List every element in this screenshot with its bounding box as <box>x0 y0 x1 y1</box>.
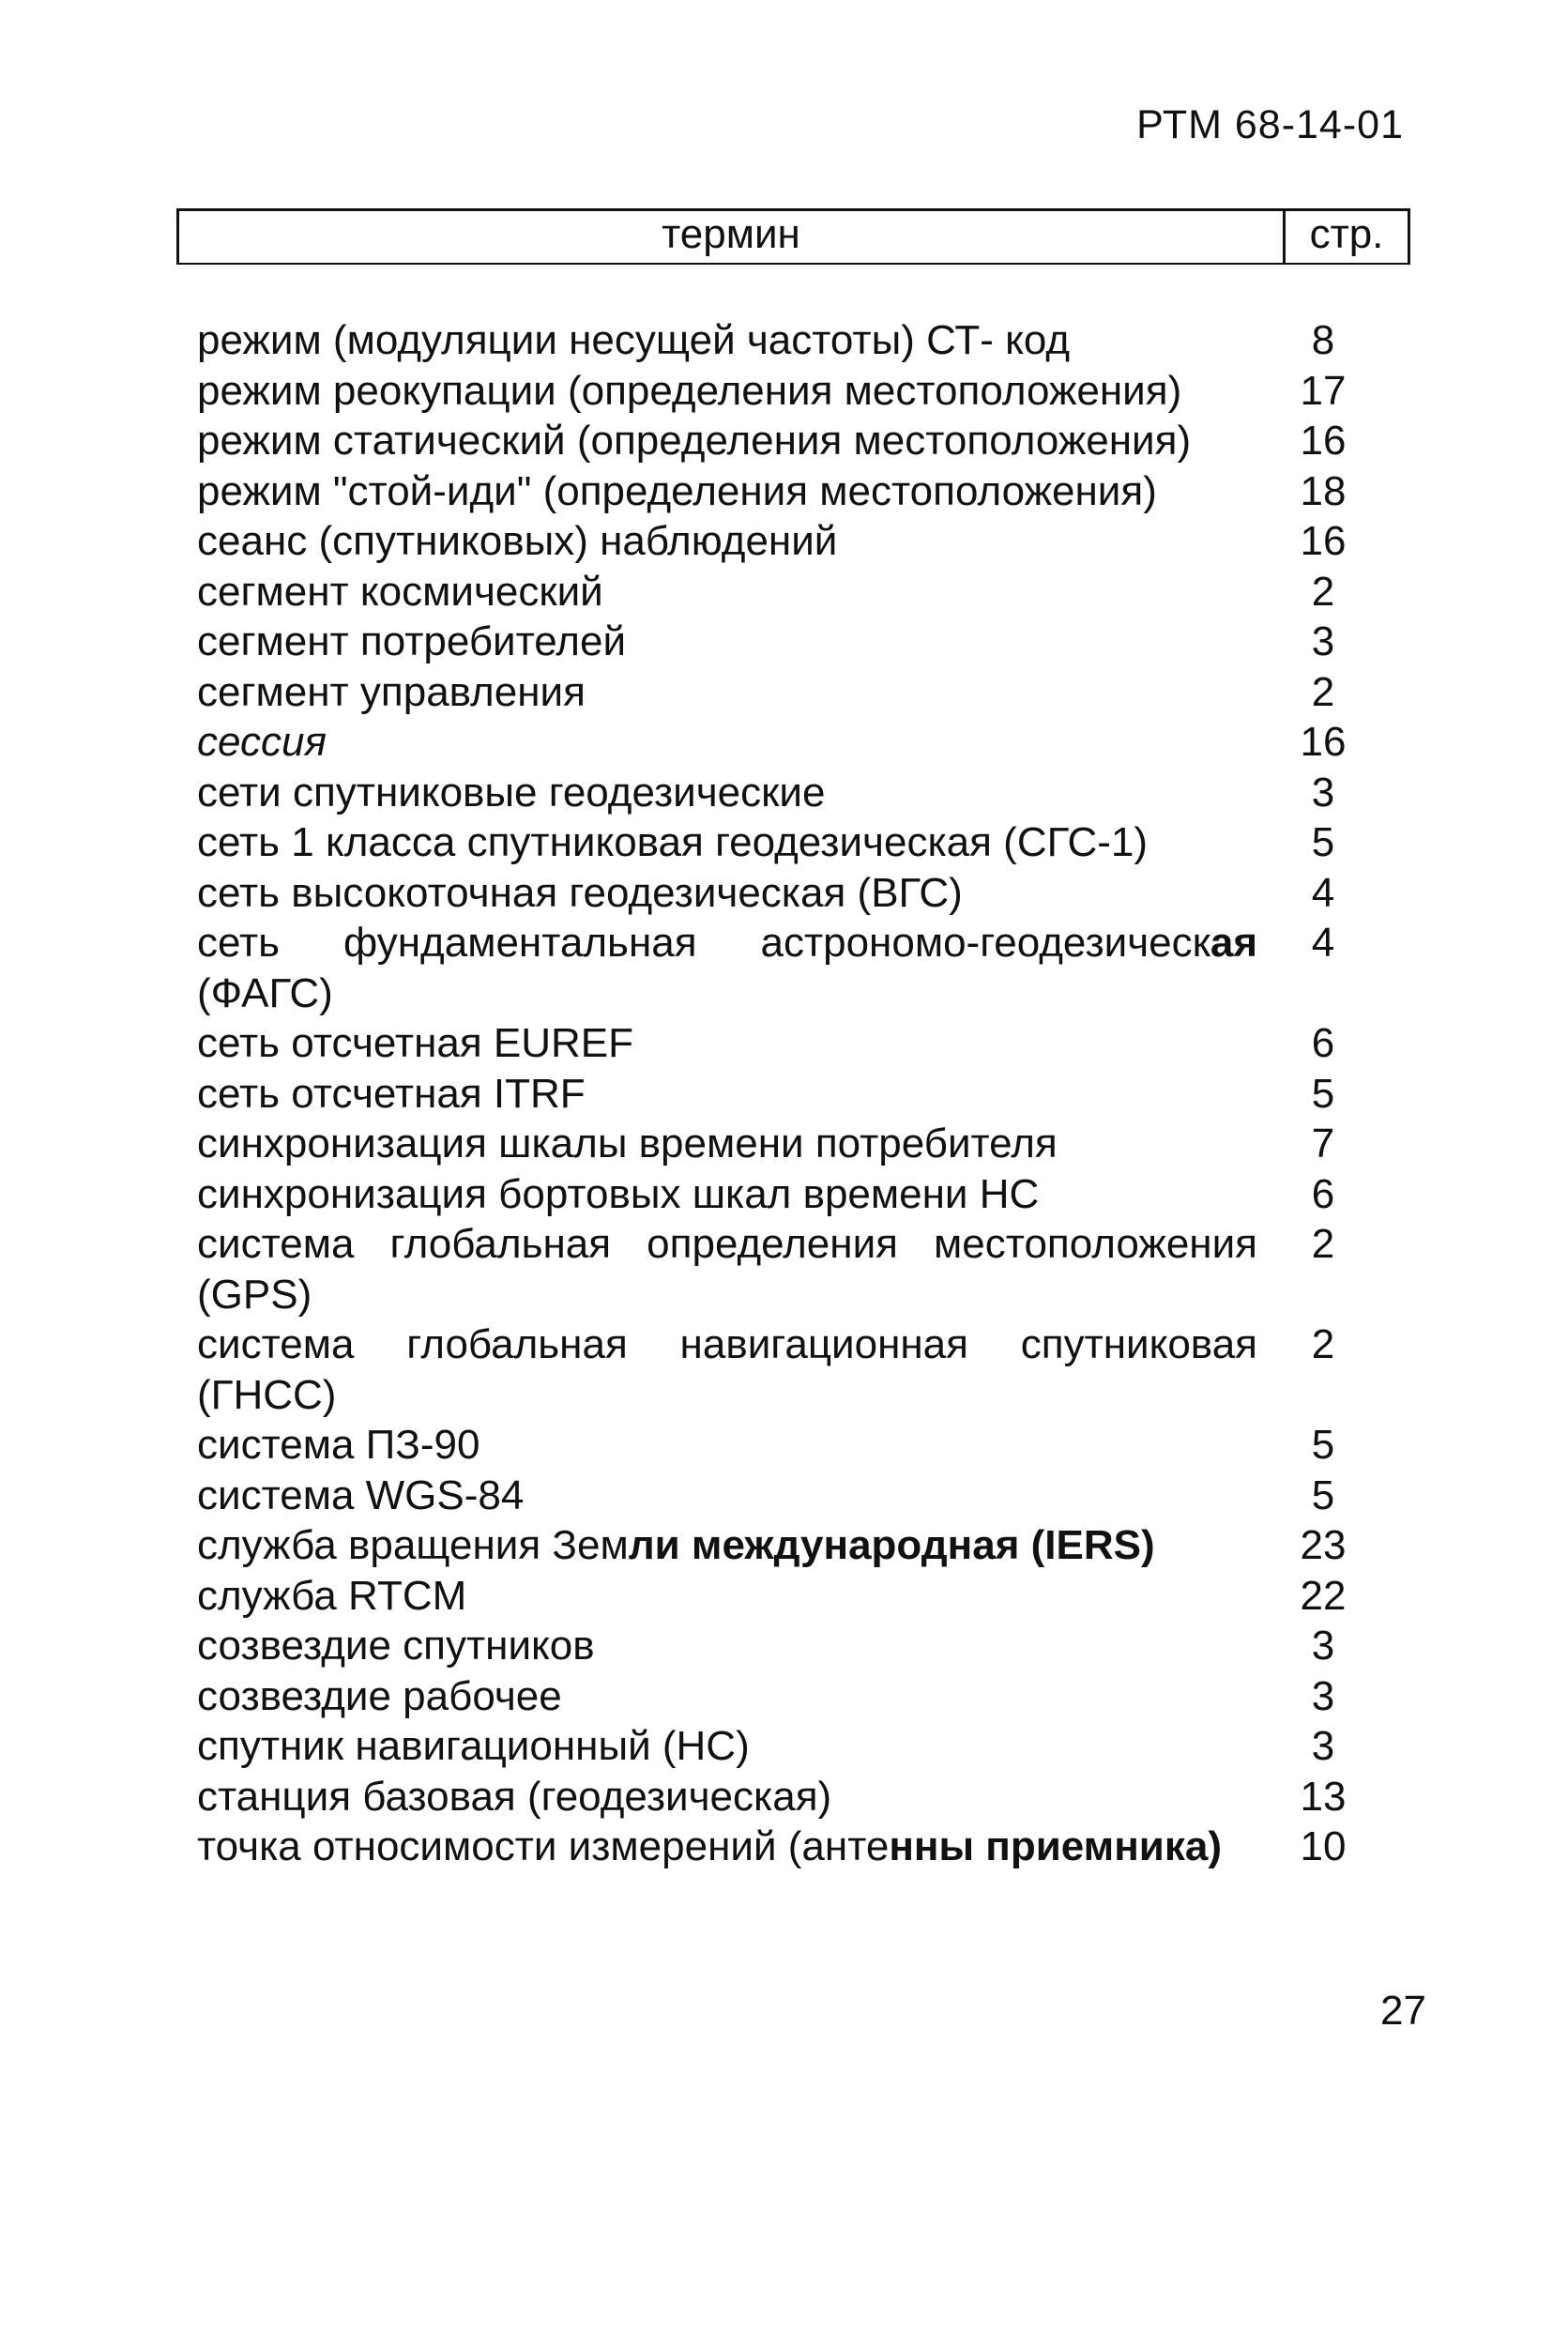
term-page-number: 4 <box>1311 920 1335 966</box>
term-text: режим (модуляции несущей частоты) СТ- код <box>197 317 1071 363</box>
term-page-number: 22 <box>1300 1572 1347 1619</box>
term-text: сеть высокоточная геодезическая (ВГС) <box>197 869 963 916</box>
term-text: режим "стой-иди" (определения местоположения) <box>197 467 1157 514</box>
term-row <box>197 918 1389 1018</box>
term-row <box>197 717 1389 768</box>
term-page-number: 2 <box>1311 1321 1335 1367</box>
term-column-header: термин <box>179 211 1286 263</box>
term-page-number: 16 <box>1300 518 1347 564</box>
term-page-number: 3 <box>1311 1623 1335 1669</box>
term-page-number: 10 <box>1300 1823 1347 1869</box>
term-text-part: служба вращения Зем <box>197 1522 629 1568</box>
term-row <box>197 315 1389 366</box>
term-text: созвездие рабочее <box>197 1672 562 1719</box>
term-row <box>197 868 1389 919</box>
term-row <box>197 817 1389 868</box>
term-row <box>197 1822 1389 1872</box>
term-text: режим реокупации (определения местоположения) <box>197 367 1182 414</box>
term-text: синхронизация шкалы времени потребителя <box>197 1121 1058 1166</box>
term-page-number: 3 <box>1311 769 1335 816</box>
term-row <box>197 1169 1389 1220</box>
term-page-number: 16 <box>1300 719 1347 765</box>
term-row <box>197 567 1389 617</box>
term-text: система глобальная определения местоположения (GPS) <box>197 1221 1257 1318</box>
term-page-number: 3 <box>1311 1723 1335 1769</box>
term-text: сеанс (спутниковых) наблюдений <box>197 518 838 564</box>
term-page-number: 4 <box>1311 869 1335 916</box>
term-text: система глобальная навигационная спутниковая (ГНСС) <box>197 1321 1257 1418</box>
term-text: система WGS-84 <box>197 1471 525 1518</box>
term-page-number: 2 <box>1311 568 1335 615</box>
term-text <box>197 1822 1257 1872</box>
term-row <box>197 667 1389 718</box>
term-page-number: 7 <box>1311 1121 1335 1166</box>
document-code: РТМ 68-14-01 <box>1136 102 1404 147</box>
term-row <box>197 1571 1389 1622</box>
term-row <box>197 366 1389 417</box>
index-table-header <box>176 208 1410 265</box>
term-page-number: 16 <box>1300 418 1347 464</box>
term-text: система ПЗ-90 <box>197 1422 480 1468</box>
term-text: сеть 1 класса спутниковая геодезическая (СГС-1) <box>197 819 1149 865</box>
term-page-number: 5 <box>1311 1070 1335 1117</box>
term-row <box>197 1471 1389 1521</box>
term-page-number: 3 <box>1311 618 1335 664</box>
term-text: спутник навигационный (НС) <box>197 1723 750 1769</box>
term-row <box>197 516 1389 567</box>
term-row <box>197 1119 1389 1169</box>
term-row <box>197 1319 1389 1420</box>
term-row <box>197 1721 1389 1772</box>
term-row <box>197 1671 1389 1722</box>
term-text-part: (ФАГС) <box>197 969 333 1016</box>
term-page-number: 6 <box>1311 1020 1335 1066</box>
term-row <box>197 1420 1389 1471</box>
term-text: сегмент космический <box>197 568 603 615</box>
term-page-number: 5 <box>1311 819 1335 865</box>
term-page-number: 23 <box>1300 1522 1347 1568</box>
term-page-number: 17 <box>1300 367 1347 414</box>
term-text-bold-part: ая <box>1210 920 1257 966</box>
term-text <box>197 918 1257 1018</box>
term-text: сеть отсчетная ITRF <box>197 1070 586 1117</box>
term-row <box>197 1772 1389 1822</box>
term-text-part: точка относимости измерений (анте <box>197 1823 890 1869</box>
term-text: созвездие спутников <box>197 1623 595 1669</box>
term-row <box>197 1069 1389 1120</box>
term-row <box>197 416 1389 466</box>
term-text-part: сеть фундаментальная астрономо-геодезическ <box>197 920 1210 966</box>
term-text: сегмент потребителей <box>197 618 627 664</box>
term-row <box>197 768 1389 818</box>
term-page-number: 13 <box>1300 1773 1347 1820</box>
term-page-number: 18 <box>1300 467 1347 514</box>
term-text: сегмент управления <box>197 668 586 715</box>
term-page-number: 5 <box>1311 1422 1335 1468</box>
term-page-number: 6 <box>1311 1170 1335 1217</box>
term-row <box>197 1621 1389 1671</box>
term-text <box>197 1520 1257 1571</box>
term-text: режим статический (определения местоположения) <box>197 418 1192 464</box>
term-page-number: 2 <box>1311 1221 1335 1267</box>
term-text: сеть отсчетная EUREF <box>197 1020 634 1066</box>
term-text: служба RTCM <box>197 1572 467 1619</box>
term-text-bold-part: ли международная (IERS) <box>628 1522 1155 1568</box>
term-text: станция базовая (геодезическая) <box>197 1773 832 1820</box>
term-row <box>197 617 1389 667</box>
term-page-number: 8 <box>1311 317 1335 363</box>
term-text: сети спутниковые геодезические <box>197 769 826 816</box>
term-text-bold-part: нны приемника) <box>889 1823 1222 1869</box>
term-row <box>197 466 1389 517</box>
page-column-header: стр. <box>1309 211 1384 257</box>
term-text: сессия <box>197 719 327 765</box>
term-row <box>197 1018 1389 1069</box>
term-row <box>197 1520 1389 1571</box>
term-page-number: 5 <box>1311 1471 1335 1518</box>
term-index-list <box>197 315 1389 1872</box>
term-row <box>197 1219 1389 1319</box>
term-text: синхронизация бортовых шкал времени НС <box>197 1170 1040 1217</box>
page-number: 27 <box>1380 1988 1426 2034</box>
term-page-number: 3 <box>1311 1672 1335 1719</box>
term-page-number: 2 <box>1311 668 1335 715</box>
